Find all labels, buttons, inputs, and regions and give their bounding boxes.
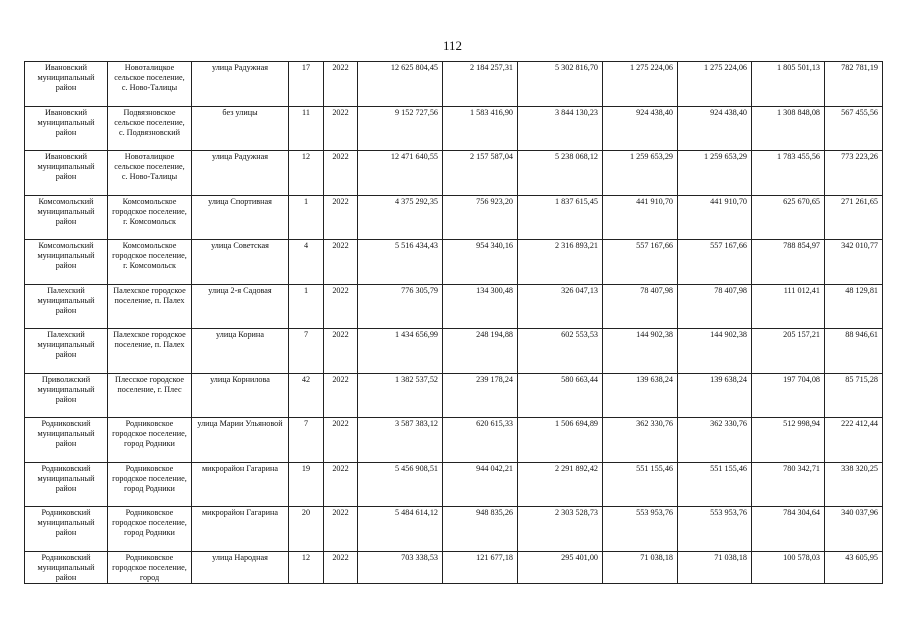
house-number-cell: 7 (289, 418, 324, 463)
settlement-cell: Палехское городское поселение, п. Палех (108, 284, 192, 329)
amount-cell-5: 139 638,24 (678, 373, 752, 418)
amount-cell-6: 100 578,03 (752, 551, 825, 584)
amount-cell-7: 567 455,56 (825, 106, 883, 151)
street-cell: микрорайон Гагарина (192, 462, 289, 507)
street-cell: микрорайон Гагарина (192, 507, 289, 552)
amount-cell-3: 2 316 893,21 (518, 240, 603, 285)
district-cell: Комсомольский муниципальный район (25, 240, 108, 285)
amount-cell-7: 43 605,95 (825, 551, 883, 584)
amount-cell-5: 557 167,66 (678, 240, 752, 285)
settlement-cell: Родниковское городское поселение, город Родники (108, 462, 192, 507)
amount-cell-4: 441 910,70 (603, 195, 678, 240)
amount-cell-5: 78 407,98 (678, 284, 752, 329)
settlement-cell: Комсомольское городское поселение, г. Комсомольск (108, 195, 192, 240)
house-number-cell: 11 (289, 106, 324, 151)
amount-cell-6: 205 157,21 (752, 329, 825, 374)
amount-cell-2: 948 835,26 (443, 507, 518, 552)
amount-cell-6: 784 304,64 (752, 507, 825, 552)
amount-cell-5: 144 902,38 (678, 329, 752, 374)
total-cost-cell: 12 625 804,45 (358, 62, 443, 107)
amount-cell-6: 512 998,94 (752, 418, 825, 463)
amount-cell-2: 944 042,21 (443, 462, 518, 507)
settlement-cell: Комсомольское городское поселение, г. Комсомольск (108, 240, 192, 285)
amount-cell-6: 1 308 848,08 (752, 106, 825, 151)
amount-cell-4: 78 407,98 (603, 284, 678, 329)
table-row (25, 329, 883, 374)
amount-cell-4: 551 155,46 (603, 462, 678, 507)
year-cell: 2022 (324, 62, 358, 107)
amount-cell-6: 625 670,65 (752, 195, 825, 240)
amount-cell-2: 954 340,16 (443, 240, 518, 285)
table-row (25, 418, 883, 463)
amount-cell-3: 1 837 615,45 (518, 195, 603, 240)
street-cell: улица Радужная (192, 62, 289, 107)
amount-cell-4: 924 438,40 (603, 106, 678, 151)
street-cell: улица Марии Ульяновой (192, 418, 289, 463)
amount-cell-3: 5 302 816,70 (518, 62, 603, 107)
amount-cell-2: 2 184 257,31 (443, 62, 518, 107)
amount-cell-6: 1 805 501,13 (752, 62, 825, 107)
street-cell: улица Советская (192, 240, 289, 285)
amount-cell-7: 222 412,44 (825, 418, 883, 463)
amount-cell-2: 620 615,33 (443, 418, 518, 463)
amount-cell-3: 295 401,00 (518, 551, 603, 584)
total-cost-cell: 5 484 614,12 (358, 507, 443, 552)
amount-cell-3: 580 663,44 (518, 373, 603, 418)
amount-cell-7: 340 037,96 (825, 507, 883, 552)
district-cell: Палехский муниципальный район (25, 329, 108, 374)
total-cost-cell: 1 434 656,99 (358, 329, 443, 374)
street-cell: без улицы (192, 106, 289, 151)
year-cell: 2022 (324, 507, 358, 552)
amount-cell-5: 1 275 224,06 (678, 62, 752, 107)
amount-cell-5: 553 953,76 (678, 507, 752, 552)
year-cell: 2022 (324, 329, 358, 374)
year-cell: 2022 (324, 418, 358, 463)
house-number-cell: 20 (289, 507, 324, 552)
house-number-cell: 12 (289, 551, 324, 584)
amount-cell-2: 239 178,24 (443, 373, 518, 418)
house-number-cell: 12 (289, 151, 324, 196)
amount-cell-6: 111 012,41 (752, 284, 825, 329)
amount-cell-5: 441 910,70 (678, 195, 752, 240)
year-cell: 2022 (324, 373, 358, 418)
settlement-cell: Палехское городское поселение, п. Палех (108, 329, 192, 374)
page-number: 112 (442, 38, 463, 53)
street-cell: улица 2-я Садовая (192, 284, 289, 329)
total-cost-cell: 3 587 383,12 (358, 418, 443, 463)
district-cell: Ивановский муниципальный район (25, 106, 108, 151)
amount-cell-7: 48 129,81 (825, 284, 883, 329)
total-cost-cell: 9 152 727,56 (358, 106, 443, 151)
amount-cell-5: 551 155,46 (678, 462, 752, 507)
amount-cell-2: 134 300,48 (443, 284, 518, 329)
amount-cell-4: 1 259 653,29 (603, 151, 678, 196)
year-cell: 2022 (324, 240, 358, 285)
settlement-cell: Родниковское городское поселение, город (108, 551, 192, 584)
house-number-cell: 19 (289, 462, 324, 507)
year-cell: 2022 (324, 551, 358, 584)
total-cost-cell: 703 338,53 (358, 551, 443, 584)
total-cost-cell: 776 305,79 (358, 284, 443, 329)
total-cost-cell: 1 382 537,52 (358, 373, 443, 418)
amount-cell-6: 197 704,08 (752, 373, 825, 418)
total-cost-cell: 5 516 434,43 (358, 240, 443, 285)
amount-cell-4: 71 038,18 (603, 551, 678, 584)
total-cost-cell: 12 471 640,55 (358, 151, 443, 196)
house-number-cell: 7 (289, 329, 324, 374)
settlement-cell: Родниковское городское поселение, город Родники (108, 418, 192, 463)
amount-cell-3: 602 553,53 (518, 329, 603, 374)
table-row (25, 62, 883, 107)
amount-cell-5: 71 038,18 (678, 551, 752, 584)
amount-cell-4: 139 638,24 (603, 373, 678, 418)
year-cell: 2022 (324, 195, 358, 240)
table-row (25, 462, 883, 507)
amount-cell-2: 756 923,20 (443, 195, 518, 240)
settlement-cell: Новоталицкое сельское поселение, с. Ново-Талицы (108, 62, 192, 107)
amount-cell-4: 553 953,76 (603, 507, 678, 552)
settlement-cell: Плесское городское поселение, г. Плес (108, 373, 192, 418)
table-row (25, 284, 883, 329)
settlement-cell: Подвязновское сельское поселение, с. Подвязновский (108, 106, 192, 151)
house-number-cell: 1 (289, 195, 324, 240)
amount-cell-4: 362 330,76 (603, 418, 678, 463)
year-cell: 2022 (324, 284, 358, 329)
amount-cell-7: 773 223,26 (825, 151, 883, 196)
amount-cell-2: 1 583 416,90 (443, 106, 518, 151)
district-cell: Родниковский муниципальный район (25, 551, 108, 584)
district-cell: Родниковский муниципальный район (25, 507, 108, 552)
amount-cell-7: 85 715,28 (825, 373, 883, 418)
district-cell: Комсомольский муниципальный район (25, 195, 108, 240)
amount-cell-5: 362 330,76 (678, 418, 752, 463)
amount-cell-4: 1 275 224,06 (603, 62, 678, 107)
table-row (25, 240, 883, 285)
street-cell: улица Народная (192, 551, 289, 584)
year-cell: 2022 (324, 462, 358, 507)
district-cell: Родниковский муниципальный район (25, 418, 108, 463)
amount-cell-7: 338 320,25 (825, 462, 883, 507)
amount-cell-2: 248 194,88 (443, 329, 518, 374)
house-number-cell: 4 (289, 240, 324, 285)
street-cell: улица Корина (192, 329, 289, 374)
amount-cell-5: 924 438,40 (678, 106, 752, 151)
district-cell: Приволжский муниципальный район (25, 373, 108, 418)
table-row (25, 106, 883, 151)
street-cell: улица Радужная (192, 151, 289, 196)
amount-cell-3: 2 291 892,42 (518, 462, 603, 507)
house-number-cell: 1 (289, 284, 324, 329)
table-row (25, 151, 883, 196)
amount-cell-2: 121 677,18 (443, 551, 518, 584)
amount-cell-4: 557 167,66 (603, 240, 678, 285)
amount-cell-3: 3 844 130,23 (518, 106, 603, 151)
district-cell: Палехский муниципальный район (25, 284, 108, 329)
house-number-cell: 42 (289, 373, 324, 418)
settlement-cell: Новоталицкое сельское поселение, с. Ново-Талицы (108, 151, 192, 196)
table-row (25, 507, 883, 552)
amount-cell-7: 342 010,77 (825, 240, 883, 285)
street-cell: улица Спортивная (192, 195, 289, 240)
total-cost-cell: 5 456 908,51 (358, 462, 443, 507)
year-cell: 2022 (324, 151, 358, 196)
table-row (25, 373, 883, 418)
house-number-cell: 17 (289, 62, 324, 107)
district-cell: Родниковский муниципальный район (25, 462, 108, 507)
table-body (25, 62, 883, 584)
amount-cell-3: 2 303 528,73 (518, 507, 603, 552)
settlement-cell: Родниковское городское поселение, город Родники (108, 507, 192, 552)
amount-cell-6: 788 854,97 (752, 240, 825, 285)
amount-cell-5: 1 259 653,29 (678, 151, 752, 196)
housing-repair-table (24, 61, 883, 584)
amount-cell-6: 780 342,71 (752, 462, 825, 507)
district-cell: Ивановский муниципальный район (25, 151, 108, 196)
amount-cell-2: 2 157 587,04 (443, 151, 518, 196)
table-row (25, 195, 883, 240)
amount-cell-4: 144 902,38 (603, 329, 678, 374)
amount-cell-7: 271 261,65 (825, 195, 883, 240)
total-cost-cell: 4 375 292,35 (358, 195, 443, 240)
amount-cell-7: 782 781,19 (825, 62, 883, 107)
amount-cell-7: 88 946,61 (825, 329, 883, 374)
district-cell: Ивановский муниципальный район (25, 62, 108, 107)
amount-cell-3: 326 047,13 (518, 284, 603, 329)
amount-cell-3: 5 238 068,12 (518, 151, 603, 196)
table-row (25, 551, 883, 584)
street-cell: улица Корнилова (192, 373, 289, 418)
amount-cell-3: 1 506 694,89 (518, 418, 603, 463)
amount-cell-6: 1 783 455,56 (752, 151, 825, 196)
year-cell: 2022 (324, 106, 358, 151)
